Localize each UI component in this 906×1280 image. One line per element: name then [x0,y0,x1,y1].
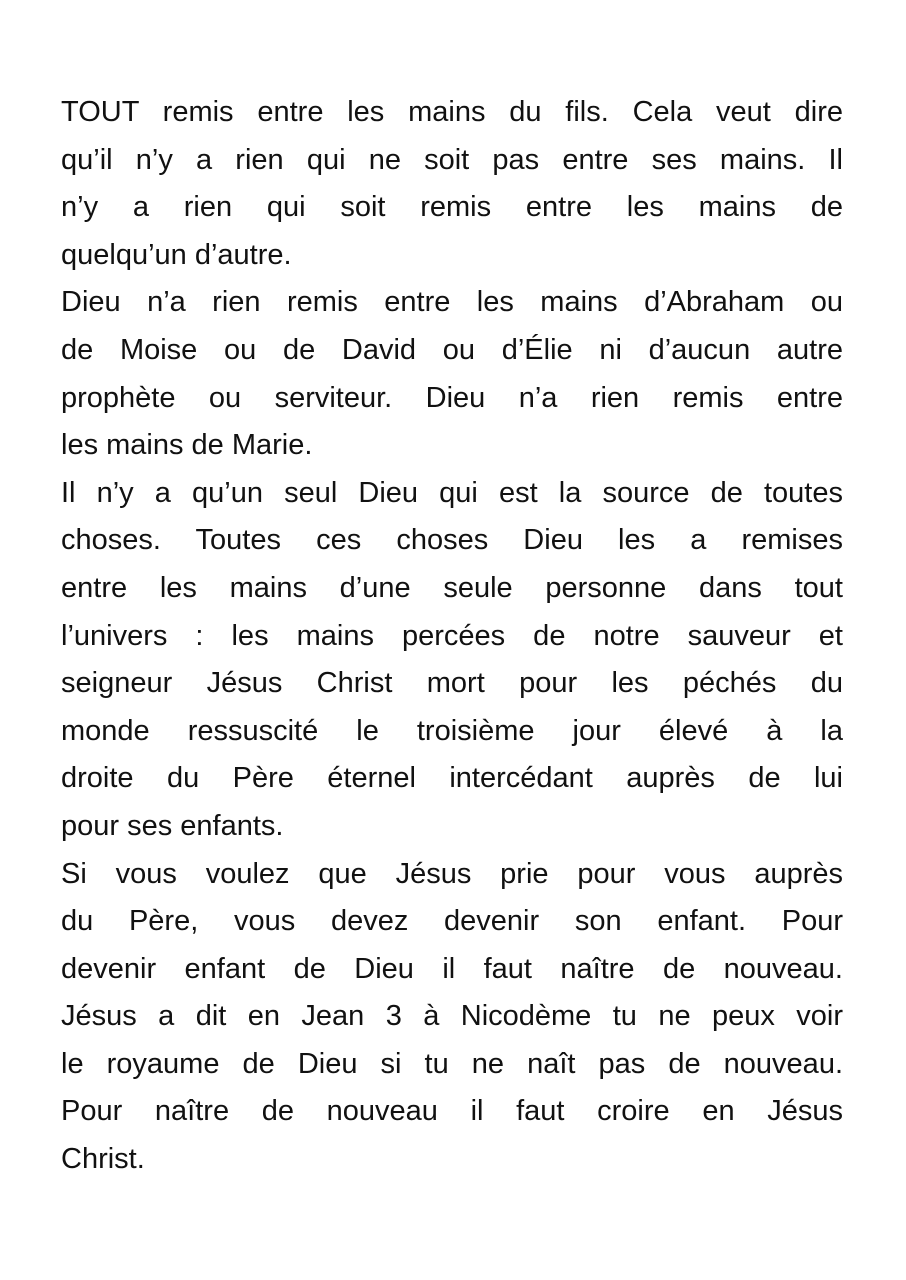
document-body [61,89,843,1184]
text-line: Pour naître de nouveau il faut croire en Jésus [61,1095,843,1128]
text-line: les mains de Marie. [61,429,313,462]
text-line: seigneur Jésus Christ mort pour les péchés du [61,667,843,700]
text-line: prophète ou serviteur. Dieu n’a rien remis entre [61,381,843,414]
text-line: droite du Père éternel intercédant auprès de lui [61,762,843,795]
text-line: Il n’y a qu’un seul Dieu qui est la source de toutes [61,476,843,509]
paragraph [61,851,843,1184]
text-line: choses. Toutes ces choses Dieu les a remises [61,524,843,557]
paragraph [61,470,843,851]
text-line: entre les mains d’une seule personne dans tout [61,571,843,604]
paragraph [61,89,843,279]
text-line: de Moise ou de David ou d’Élie ni d’aucun autre [61,333,843,366]
text-line: pour ses enfants. [61,809,284,842]
text-line: monde ressuscité le troisième jour élevé à la [61,714,843,747]
text-line: quelqu’un d’autre. [61,238,292,271]
text-line: Si vous voulez que Jésus prie pour vous auprès [61,857,843,890]
text-line: l’univers : les mains percées de notre sauveur et [61,619,843,652]
text-line: n’y a rien qui soit remis entre les mains de [61,191,843,224]
text-line: devenir enfant de Dieu il faut naître de nouveau. [61,952,843,985]
text-line: du Père, vous devez devenir son enfant. Pour [61,905,843,938]
text-line: le royaume de Dieu si tu ne naît pas de nouveau. [61,1047,843,1080]
text-line: Dieu n’a rien remis entre les mains d’Abraham ou [61,286,843,319]
text-line: Jésus a dit en Jean 3 à Nicodème tu ne peux voir [61,1000,843,1033]
text-line: qu’il n’y a rien qui ne soit pas entre ses mains. Il [61,143,843,176]
text-line: TOUT remis entre les mains du fils. Cela veut dire [61,96,843,128]
text-line: Christ. [61,1143,145,1176]
paragraph [61,279,843,469]
